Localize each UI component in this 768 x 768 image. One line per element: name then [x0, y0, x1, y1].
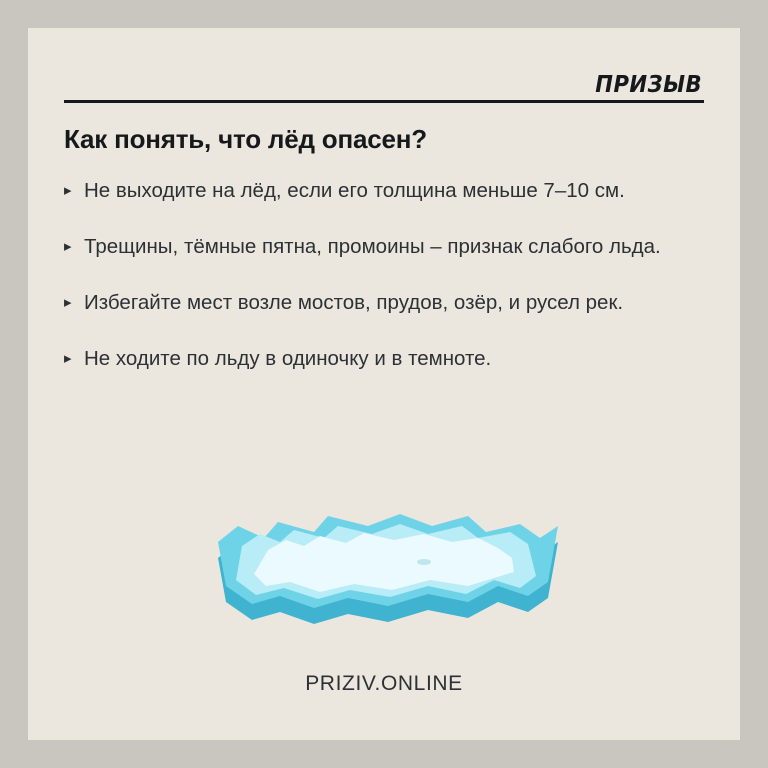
list-item-text: Не выходите на лёд, если его толщина меньше 7–10 см. — [84, 179, 625, 202]
bullet-icon: ▸ — [64, 294, 72, 311]
list-item — [64, 344, 712, 374]
list-item-text: Трещины, тёмные пятна, промоины – признак слабого льда. — [84, 235, 661, 258]
list-item — [64, 232, 712, 262]
poster-card — [28, 28, 740, 740]
header-divider — [64, 100, 704, 103]
bullet-icon: ▸ — [64, 238, 72, 255]
list-item — [64, 176, 712, 206]
page-title: Как понять, что лёд опасен? — [64, 124, 427, 154]
illustration-container — [28, 498, 740, 658]
ice-floe-icon — [28, 498, 740, 658]
list-item — [64, 288, 712, 318]
bullet-icon: ▸ — [64, 182, 72, 199]
list-item-text: Не ходите по льду в одиночку и в темноте. — [84, 347, 492, 370]
tips-list — [64, 176, 712, 400]
footer-url: PRIZIV.ONLINE — [305, 672, 463, 695]
list-item-text: Избегайте мест возле мостов, прудов, озёр, и русел рек. — [84, 291, 624, 314]
bullet-icon: ▸ — [64, 350, 72, 367]
brand-logo: ПРИЗЫВ — [595, 72, 702, 98]
